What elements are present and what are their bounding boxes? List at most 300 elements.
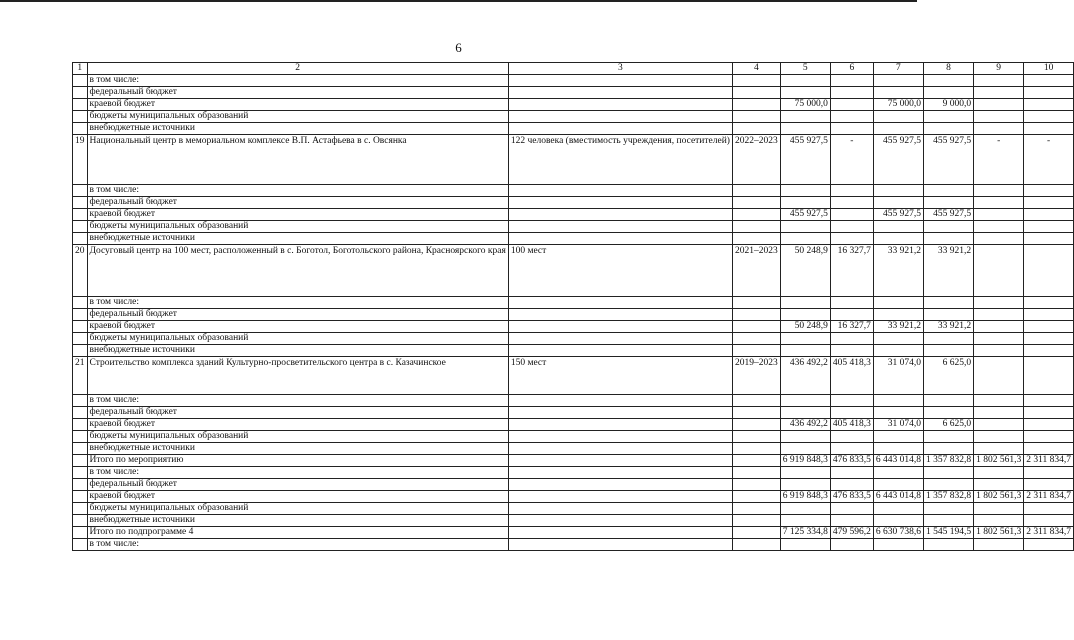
cell-col-10	[1024, 111, 1074, 123]
table-row	[73, 491, 1074, 503]
cell-col-3	[508, 539, 732, 551]
cell-col-7	[873, 233, 923, 245]
cell-col-8	[923, 123, 973, 135]
cell-col-3	[508, 197, 732, 209]
cell-col-4	[732, 479, 780, 491]
cell-col-6: 405 418,3	[830, 357, 873, 395]
cell-col-5: 7 125 334,8	[780, 527, 830, 539]
cell-col-10	[1024, 197, 1074, 209]
cell-col-8	[923, 309, 973, 321]
cell-col-9	[974, 309, 1024, 321]
cell-col-7	[873, 111, 923, 123]
cell-col-6	[830, 123, 873, 135]
cell-col-4	[732, 539, 780, 551]
cell-index	[73, 527, 88, 539]
cell-col-8: 6 625,0	[923, 419, 973, 431]
cell-index	[73, 491, 88, 503]
cell-name: краевой бюджет	[87, 491, 508, 503]
cell-col-9	[974, 419, 1024, 431]
cell-index	[73, 407, 88, 419]
cell-col-5	[780, 431, 830, 443]
header-col-4: 4	[732, 63, 780, 75]
cell-index	[73, 99, 88, 111]
cell-col-4	[732, 185, 780, 197]
table-row	[73, 419, 1074, 431]
cell-col-10	[1024, 123, 1074, 135]
cell-col-3	[508, 479, 732, 491]
cell-col-3	[508, 209, 732, 221]
cell-col-3	[508, 297, 732, 309]
table-row	[73, 111, 1074, 123]
cell-col-8	[923, 75, 973, 87]
cell-name: краевой бюджет	[87, 209, 508, 221]
table-row	[73, 197, 1074, 209]
cell-col-8	[923, 467, 973, 479]
cell-index	[73, 539, 88, 551]
cell-col-5: 75 000,0	[780, 99, 830, 111]
cell-col-5: 50 248,9	[780, 245, 830, 297]
cell-col-6	[830, 99, 873, 111]
cell-col-9	[974, 221, 1024, 233]
cell-col-9	[974, 431, 1024, 443]
cell-index	[73, 87, 88, 99]
cell-col-3	[508, 87, 732, 99]
cell-index	[73, 479, 88, 491]
cell-col-4	[732, 491, 780, 503]
table-row	[73, 407, 1074, 419]
cell-col-3: 100 мест	[508, 245, 732, 297]
cell-col-3	[508, 309, 732, 321]
cell-col-5	[780, 111, 830, 123]
header-col-8: 8	[923, 63, 973, 75]
cell-name: федеральный бюджет	[87, 479, 508, 491]
cell-col-9	[974, 99, 1024, 111]
cell-col-4	[732, 99, 780, 111]
cell-col-5	[780, 443, 830, 455]
cell-col-3	[508, 99, 732, 111]
cell-col-5	[780, 539, 830, 551]
cell-col-4	[732, 455, 780, 467]
table-row	[73, 443, 1074, 455]
cell-col-4	[732, 419, 780, 431]
cell-col-7	[873, 345, 923, 357]
cell-col-5: 455 927,5	[780, 209, 830, 221]
cell-col-4	[732, 431, 780, 443]
cell-col-6	[830, 309, 873, 321]
cell-col-3	[508, 419, 732, 431]
cell-col-8	[923, 431, 973, 443]
cell-name: краевой бюджет	[87, 321, 508, 333]
cell-col-6	[830, 333, 873, 345]
cell-col-3	[508, 395, 732, 407]
cell-col-10	[1024, 309, 1074, 321]
table-row	[73, 539, 1074, 551]
cell-col-5	[780, 407, 830, 419]
cell-col-8	[923, 111, 973, 123]
cell-col-9	[974, 197, 1024, 209]
cell-col-6	[830, 233, 873, 245]
table-row	[73, 479, 1074, 491]
cell-col-5: 6 919 848,3	[780, 455, 830, 467]
cell-col-5	[780, 503, 830, 515]
cell-col-10	[1024, 357, 1074, 395]
cell-name: в том числе:	[87, 539, 508, 551]
cell-col-7	[873, 221, 923, 233]
cell-col-7	[873, 185, 923, 197]
cell-col-4	[732, 321, 780, 333]
table-row	[73, 503, 1074, 515]
cell-col-9	[974, 395, 1024, 407]
cell-index	[73, 515, 88, 527]
cell-col-4	[732, 527, 780, 539]
cell-col-5: 455 927,5	[780, 135, 830, 185]
cell-col-10	[1024, 539, 1074, 551]
cell-col-10: -	[1024, 135, 1074, 185]
cell-col-8: 455 927,5	[923, 135, 973, 185]
cell-col-10	[1024, 209, 1074, 221]
cell-name: федеральный бюджет	[87, 197, 508, 209]
cell-col-6	[830, 185, 873, 197]
table-row	[73, 345, 1074, 357]
table-row	[73, 395, 1074, 407]
cell-col-9	[974, 209, 1024, 221]
cell-col-4	[732, 345, 780, 357]
cell-col-6	[830, 297, 873, 309]
cell-col-5: 50 248,9	[780, 321, 830, 333]
cell-col-3	[508, 233, 732, 245]
cell-col-6	[830, 443, 873, 455]
cell-name: внебюджетные источники	[87, 515, 508, 527]
cell-index	[73, 333, 88, 345]
cell-col-8	[923, 233, 973, 245]
cell-col-5	[780, 345, 830, 357]
cell-index	[73, 419, 88, 431]
header-col-7: 7	[873, 63, 923, 75]
cell-index	[73, 455, 88, 467]
cell-col-8	[923, 345, 973, 357]
cell-col-10: 2 311 834,7	[1024, 491, 1074, 503]
cell-col-7	[873, 515, 923, 527]
header-col-2: 2	[87, 63, 508, 75]
cell-col-7	[873, 123, 923, 135]
cell-col-7	[873, 395, 923, 407]
cell-col-9	[974, 75, 1024, 87]
cell-col-8: 1 357 832,8	[923, 491, 973, 503]
cell-name: внебюджетные источники	[87, 233, 508, 245]
cell-col-7	[873, 467, 923, 479]
cell-col-9	[974, 345, 1024, 357]
cell-col-3	[508, 333, 732, 345]
cell-col-7	[873, 87, 923, 99]
cell-col-8	[923, 197, 973, 209]
cell-col-8	[923, 443, 973, 455]
cell-col-3: 122 человека (вместимость учреждения, посетителей)	[508, 135, 732, 185]
cell-col-6	[830, 197, 873, 209]
cell-col-9	[974, 297, 1024, 309]
cell-col-4	[732, 123, 780, 135]
cell-col-8	[923, 221, 973, 233]
cell-col-4	[732, 515, 780, 527]
table-row-item	[73, 135, 1074, 185]
cell-col-5	[780, 185, 830, 197]
cell-col-8: 6 625,0	[923, 357, 973, 395]
cell-col-7: 6 630 738,6	[873, 527, 923, 539]
cell-index	[73, 345, 88, 357]
cell-col-5	[780, 515, 830, 527]
table-body	[73, 75, 1074, 551]
cell-name: внебюджетные источники	[87, 345, 508, 357]
table-row	[73, 233, 1074, 245]
cell-col-4	[732, 503, 780, 515]
cell-col-8: 33 921,2	[923, 321, 973, 333]
cell-name: бюджеты муниципальных образований	[87, 221, 508, 233]
cell-col-10: 2 311 834,7	[1024, 527, 1074, 539]
cell-col-8: 1 545 194,5	[923, 527, 973, 539]
cell-col-6: -	[830, 135, 873, 185]
cell-col-9	[974, 233, 1024, 245]
cell-col-7	[873, 297, 923, 309]
cell-index	[73, 467, 88, 479]
cell-col-9	[974, 515, 1024, 527]
cell-col-5	[780, 333, 830, 345]
cell-col-5	[780, 197, 830, 209]
cell-col-10	[1024, 467, 1074, 479]
cell-col-10	[1024, 221, 1074, 233]
cell-col-8	[923, 515, 973, 527]
cell-col-6	[830, 87, 873, 99]
cell-col-6	[830, 515, 873, 527]
cell-col-9	[974, 245, 1024, 297]
cell-col-5	[780, 395, 830, 407]
cell-name: внебюджетные источники	[87, 123, 508, 135]
cell-col-4	[732, 111, 780, 123]
cell-col-6: 16 327,7	[830, 245, 873, 297]
cell-col-9: -	[974, 135, 1024, 185]
cell-name: Национальный центр в мемориальном комплексе В.П. Астафьева в с. Овсянка	[87, 135, 508, 185]
cell-index: 21	[73, 357, 88, 395]
table-row	[73, 75, 1074, 87]
cell-col-7	[873, 309, 923, 321]
cell-col-8	[923, 185, 973, 197]
cell-col-7	[873, 407, 923, 419]
cell-index	[73, 221, 88, 233]
cell-col-3	[508, 407, 732, 419]
cell-col-4	[732, 75, 780, 87]
cell-col-9	[974, 503, 1024, 515]
cell-col-10	[1024, 321, 1074, 333]
cell-col-10	[1024, 515, 1074, 527]
header-col-6: 6	[830, 63, 873, 75]
cell-col-8	[923, 297, 973, 309]
cell-name: бюджеты муниципальных образований	[87, 111, 508, 123]
cell-col-6	[830, 345, 873, 357]
cell-col-3	[508, 503, 732, 515]
table-row	[73, 321, 1074, 333]
cell-index	[73, 209, 88, 221]
cell-col-8: 1 357 832,8	[923, 455, 973, 467]
cell-col-4	[732, 87, 780, 99]
cell-col-5: 436 492,2	[780, 357, 830, 395]
cell-name: федеральный бюджет	[87, 309, 508, 321]
cell-index	[73, 321, 88, 333]
cell-col-6	[830, 479, 873, 491]
cell-col-5	[780, 75, 830, 87]
header-col-3: 3	[508, 63, 732, 75]
cell-col-10	[1024, 443, 1074, 455]
cell-name: федеральный бюджет	[87, 407, 508, 419]
cell-col-4	[732, 309, 780, 321]
table-row	[73, 333, 1074, 345]
cell-name: бюджеты муниципальных образований	[87, 333, 508, 345]
cell-col-9: 1 802 561,3	[974, 455, 1024, 467]
cell-col-3	[508, 75, 732, 87]
cell-col-10	[1024, 431, 1074, 443]
cell-col-5: 6 919 848,3	[780, 491, 830, 503]
cell-col-7	[873, 75, 923, 87]
cell-col-3	[508, 491, 732, 503]
cell-col-10	[1024, 333, 1074, 345]
cell-col-7	[873, 479, 923, 491]
cell-col-8	[923, 503, 973, 515]
cell-name: в том числе:	[87, 75, 508, 87]
cell-col-9	[974, 539, 1024, 551]
cell-col-10	[1024, 479, 1074, 491]
cell-col-3	[508, 515, 732, 527]
cell-col-10	[1024, 233, 1074, 245]
cell-index	[73, 443, 88, 455]
cell-name: федеральный бюджет	[87, 87, 508, 99]
cell-index	[73, 309, 88, 321]
cell-col-6	[830, 503, 873, 515]
cell-index	[73, 395, 88, 407]
cell-col-3	[508, 345, 732, 357]
cell-col-6	[830, 221, 873, 233]
cell-index	[73, 75, 88, 87]
table-row	[73, 297, 1074, 309]
cell-col-6	[830, 539, 873, 551]
cell-col-8	[923, 539, 973, 551]
cell-col-4	[732, 233, 780, 245]
cell-col-5	[780, 309, 830, 321]
cell-col-4	[732, 395, 780, 407]
cell-col-8: 9 000,0	[923, 99, 973, 111]
table-row	[73, 309, 1074, 321]
cell-col-4	[732, 333, 780, 345]
cell-col-6	[830, 407, 873, 419]
cell-col-4	[732, 297, 780, 309]
cell-col-4	[732, 209, 780, 221]
cell-col-4	[732, 407, 780, 419]
cell-col-6	[830, 111, 873, 123]
cell-name: в том числе:	[87, 185, 508, 197]
cell-col-10	[1024, 395, 1074, 407]
header-col-10: 10	[1024, 63, 1074, 75]
table-row	[73, 123, 1074, 135]
cell-col-9	[974, 479, 1024, 491]
cell-col-5	[780, 479, 830, 491]
cell-index	[73, 185, 88, 197]
cell-col-8: 455 927,5	[923, 209, 973, 221]
cell-col-6: 405 418,3	[830, 419, 873, 431]
cell-col-6	[830, 75, 873, 87]
cell-col-8: 33 921,2	[923, 245, 973, 297]
header-col-9: 9	[974, 63, 1024, 75]
cell-col-10	[1024, 87, 1074, 99]
cell-name: бюджеты муниципальных образований	[87, 431, 508, 443]
table-header-row	[73, 63, 1074, 75]
cell-index	[73, 123, 88, 135]
cell-col-4: 2022–2023	[732, 135, 780, 185]
cell-col-9	[974, 357, 1024, 395]
cell-col-7: 31 074,0	[873, 419, 923, 431]
cell-col-3: 150 мест	[508, 357, 732, 395]
cell-col-9	[974, 87, 1024, 99]
cell-col-4: 2019–2023	[732, 357, 780, 395]
cell-col-7	[873, 197, 923, 209]
cell-col-9: 1 802 561,3	[974, 491, 1024, 503]
cell-col-9: 1 802 561,3	[974, 527, 1024, 539]
cell-col-7: 6 443 014,8	[873, 491, 923, 503]
cell-col-5	[780, 233, 830, 245]
cell-index	[73, 233, 88, 245]
cell-col-7: 33 921,2	[873, 321, 923, 333]
cell-col-9	[974, 111, 1024, 123]
cell-col-4: 2021–2023	[732, 245, 780, 297]
cell-col-7	[873, 333, 923, 345]
cell-col-5	[780, 297, 830, 309]
table-row	[73, 431, 1074, 443]
table-row	[73, 185, 1074, 197]
cell-index	[73, 503, 88, 515]
cell-col-6	[830, 467, 873, 479]
cell-col-3	[508, 321, 732, 333]
cell-col-8	[923, 333, 973, 345]
cell-col-6	[830, 431, 873, 443]
cell-col-8	[923, 87, 973, 99]
cell-col-9	[974, 123, 1024, 135]
cell-col-7: 75 000,0	[873, 99, 923, 111]
table-row-item	[73, 245, 1074, 297]
cell-name: Итого по подпрограмме 4	[87, 527, 508, 539]
cell-col-5	[780, 123, 830, 135]
cell-name: Строительство комплекса зданий Культурно-просветительского центра в с. Казачинское	[87, 357, 508, 395]
cell-col-7: 33 921,2	[873, 245, 923, 297]
cell-col-8	[923, 395, 973, 407]
cell-col-10	[1024, 185, 1074, 197]
table-row	[73, 99, 1074, 111]
cell-col-9	[974, 321, 1024, 333]
cell-name: в том числе:	[87, 297, 508, 309]
table-row	[73, 221, 1074, 233]
cell-col-9	[974, 467, 1024, 479]
cell-col-7: 31 074,0	[873, 357, 923, 395]
cell-col-5	[780, 87, 830, 99]
cell-name: в том числе:	[87, 467, 508, 479]
cell-col-3	[508, 455, 732, 467]
cell-col-3	[508, 221, 732, 233]
cell-col-3	[508, 431, 732, 443]
cell-col-7: 455 927,5	[873, 209, 923, 221]
cell-index	[73, 297, 88, 309]
cell-col-10	[1024, 75, 1074, 87]
cell-col-6	[830, 209, 873, 221]
cell-name: в том числе:	[87, 395, 508, 407]
cell-col-6: 476 833,5	[830, 491, 873, 503]
cell-index	[73, 431, 88, 443]
cell-col-4	[732, 443, 780, 455]
cell-name: краевой бюджет	[87, 419, 508, 431]
table-row	[73, 455, 1074, 467]
